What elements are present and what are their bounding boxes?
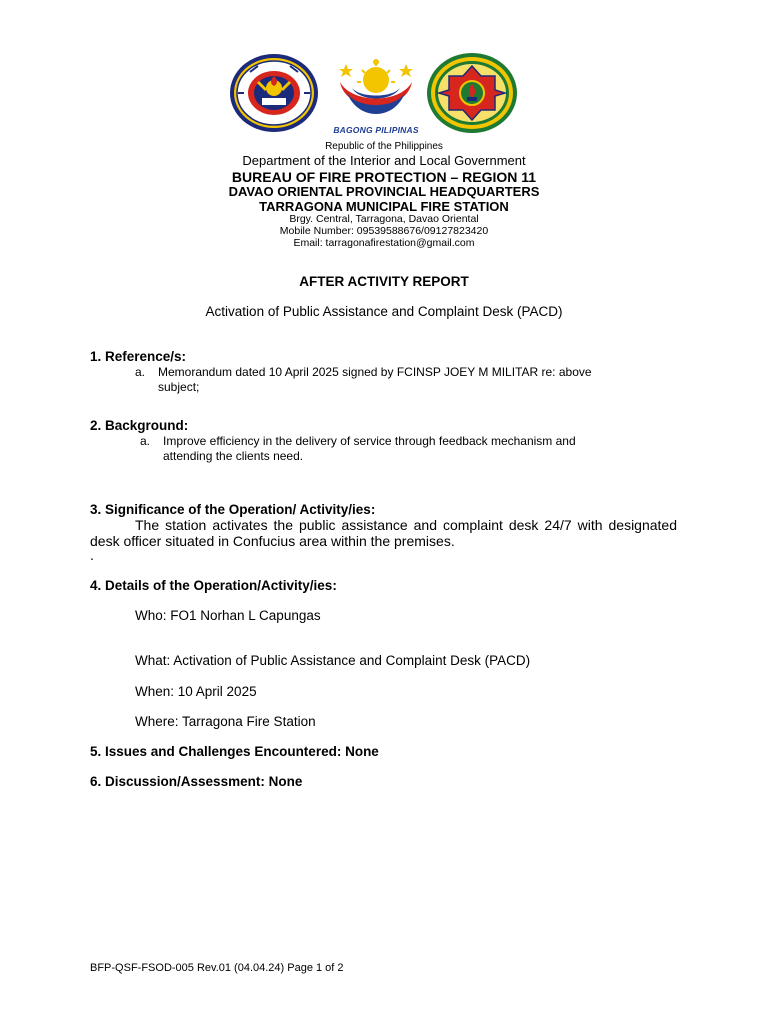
issues-heading: 5. Issues and Challenges Encountered: None xyxy=(90,744,379,759)
mobile-line: Mobile Number: 09539588676/09127823420 xyxy=(279,225,489,238)
significance-heading: 3. Significance of the Operation/ Activity/ies: xyxy=(90,502,376,517)
background-heading: 2. Background: xyxy=(90,418,189,433)
station-line: TARRAGONA MUNICIPAL FIRE STATION xyxy=(259,198,509,214)
bagong-pilipinas-label: BAGONG PILIPINAS xyxy=(333,125,419,135)
list-marker: a. xyxy=(140,434,151,448)
significance-text: The station activates the public assistance and complaint desk 24/7 with designated desk officer situated in Confucius area within the premises. xyxy=(90,517,677,549)
significance-trailing: . xyxy=(90,547,94,563)
headquarters-line: DAVAO ORIENTAL PROVINCIAL HEADQUARTERS xyxy=(228,184,540,200)
details-who: Who: FO1 Norhan L Capungas xyxy=(135,608,321,623)
significance-paragraph xyxy=(90,518,677,549)
letterhead xyxy=(0,141,768,250)
logo-row xyxy=(0,50,768,138)
bureau-line: BUREAU OF FIRE PROTECTION – REGION 11 xyxy=(231,168,537,185)
report-subtitle: Activation of Public Assistance and Complaint Desk (PACD) xyxy=(205,304,563,319)
details-when: When: 10 April 2025 xyxy=(135,684,257,699)
details-heading: 4. Details of the Operation/Activity/ies: xyxy=(90,578,337,593)
reference-heading: 1. Reference/s: xyxy=(90,349,187,364)
reference-item-line1: Memorandum dated 10 April 2025 signed by FCINSP JOEY M MILITAR re: above xyxy=(158,365,592,379)
reference-item-line2: subject; xyxy=(158,380,200,394)
details-where: Where: Tarragona Fire Station xyxy=(135,714,316,729)
republic-line: Republic of the Philippines xyxy=(325,141,443,152)
address-line: Brgy. Central, Tarragona, Davao Oriental xyxy=(289,213,479,226)
background-item-line1: Improve efficiency in the delivery of service through feedback mechanism and xyxy=(163,434,576,448)
list-marker: a. xyxy=(135,365,146,379)
document-footer: BFP-QSF-FSOD-005 Rev.01 (04.04.24) Page 1 of 2 xyxy=(90,962,344,974)
bfp-seal-logo xyxy=(228,52,320,134)
report-title: AFTER ACTIVITY REPORT xyxy=(299,274,469,289)
bagong-pilipinas-logo xyxy=(326,52,426,135)
details-what: What: Activation of Public Assistance and Complaint Desk (PACD) xyxy=(135,653,531,668)
email-line: Email: tarragonafirestation@gmail.com xyxy=(293,237,475,250)
discussion-heading: 6. Discussion/Assessment: None xyxy=(90,774,303,789)
davao-oriental-bfp-seal-logo xyxy=(425,52,519,134)
department-line: Department of the Interior and Local Government xyxy=(242,153,526,168)
background-item-line2: attending the clients need. xyxy=(163,449,304,463)
